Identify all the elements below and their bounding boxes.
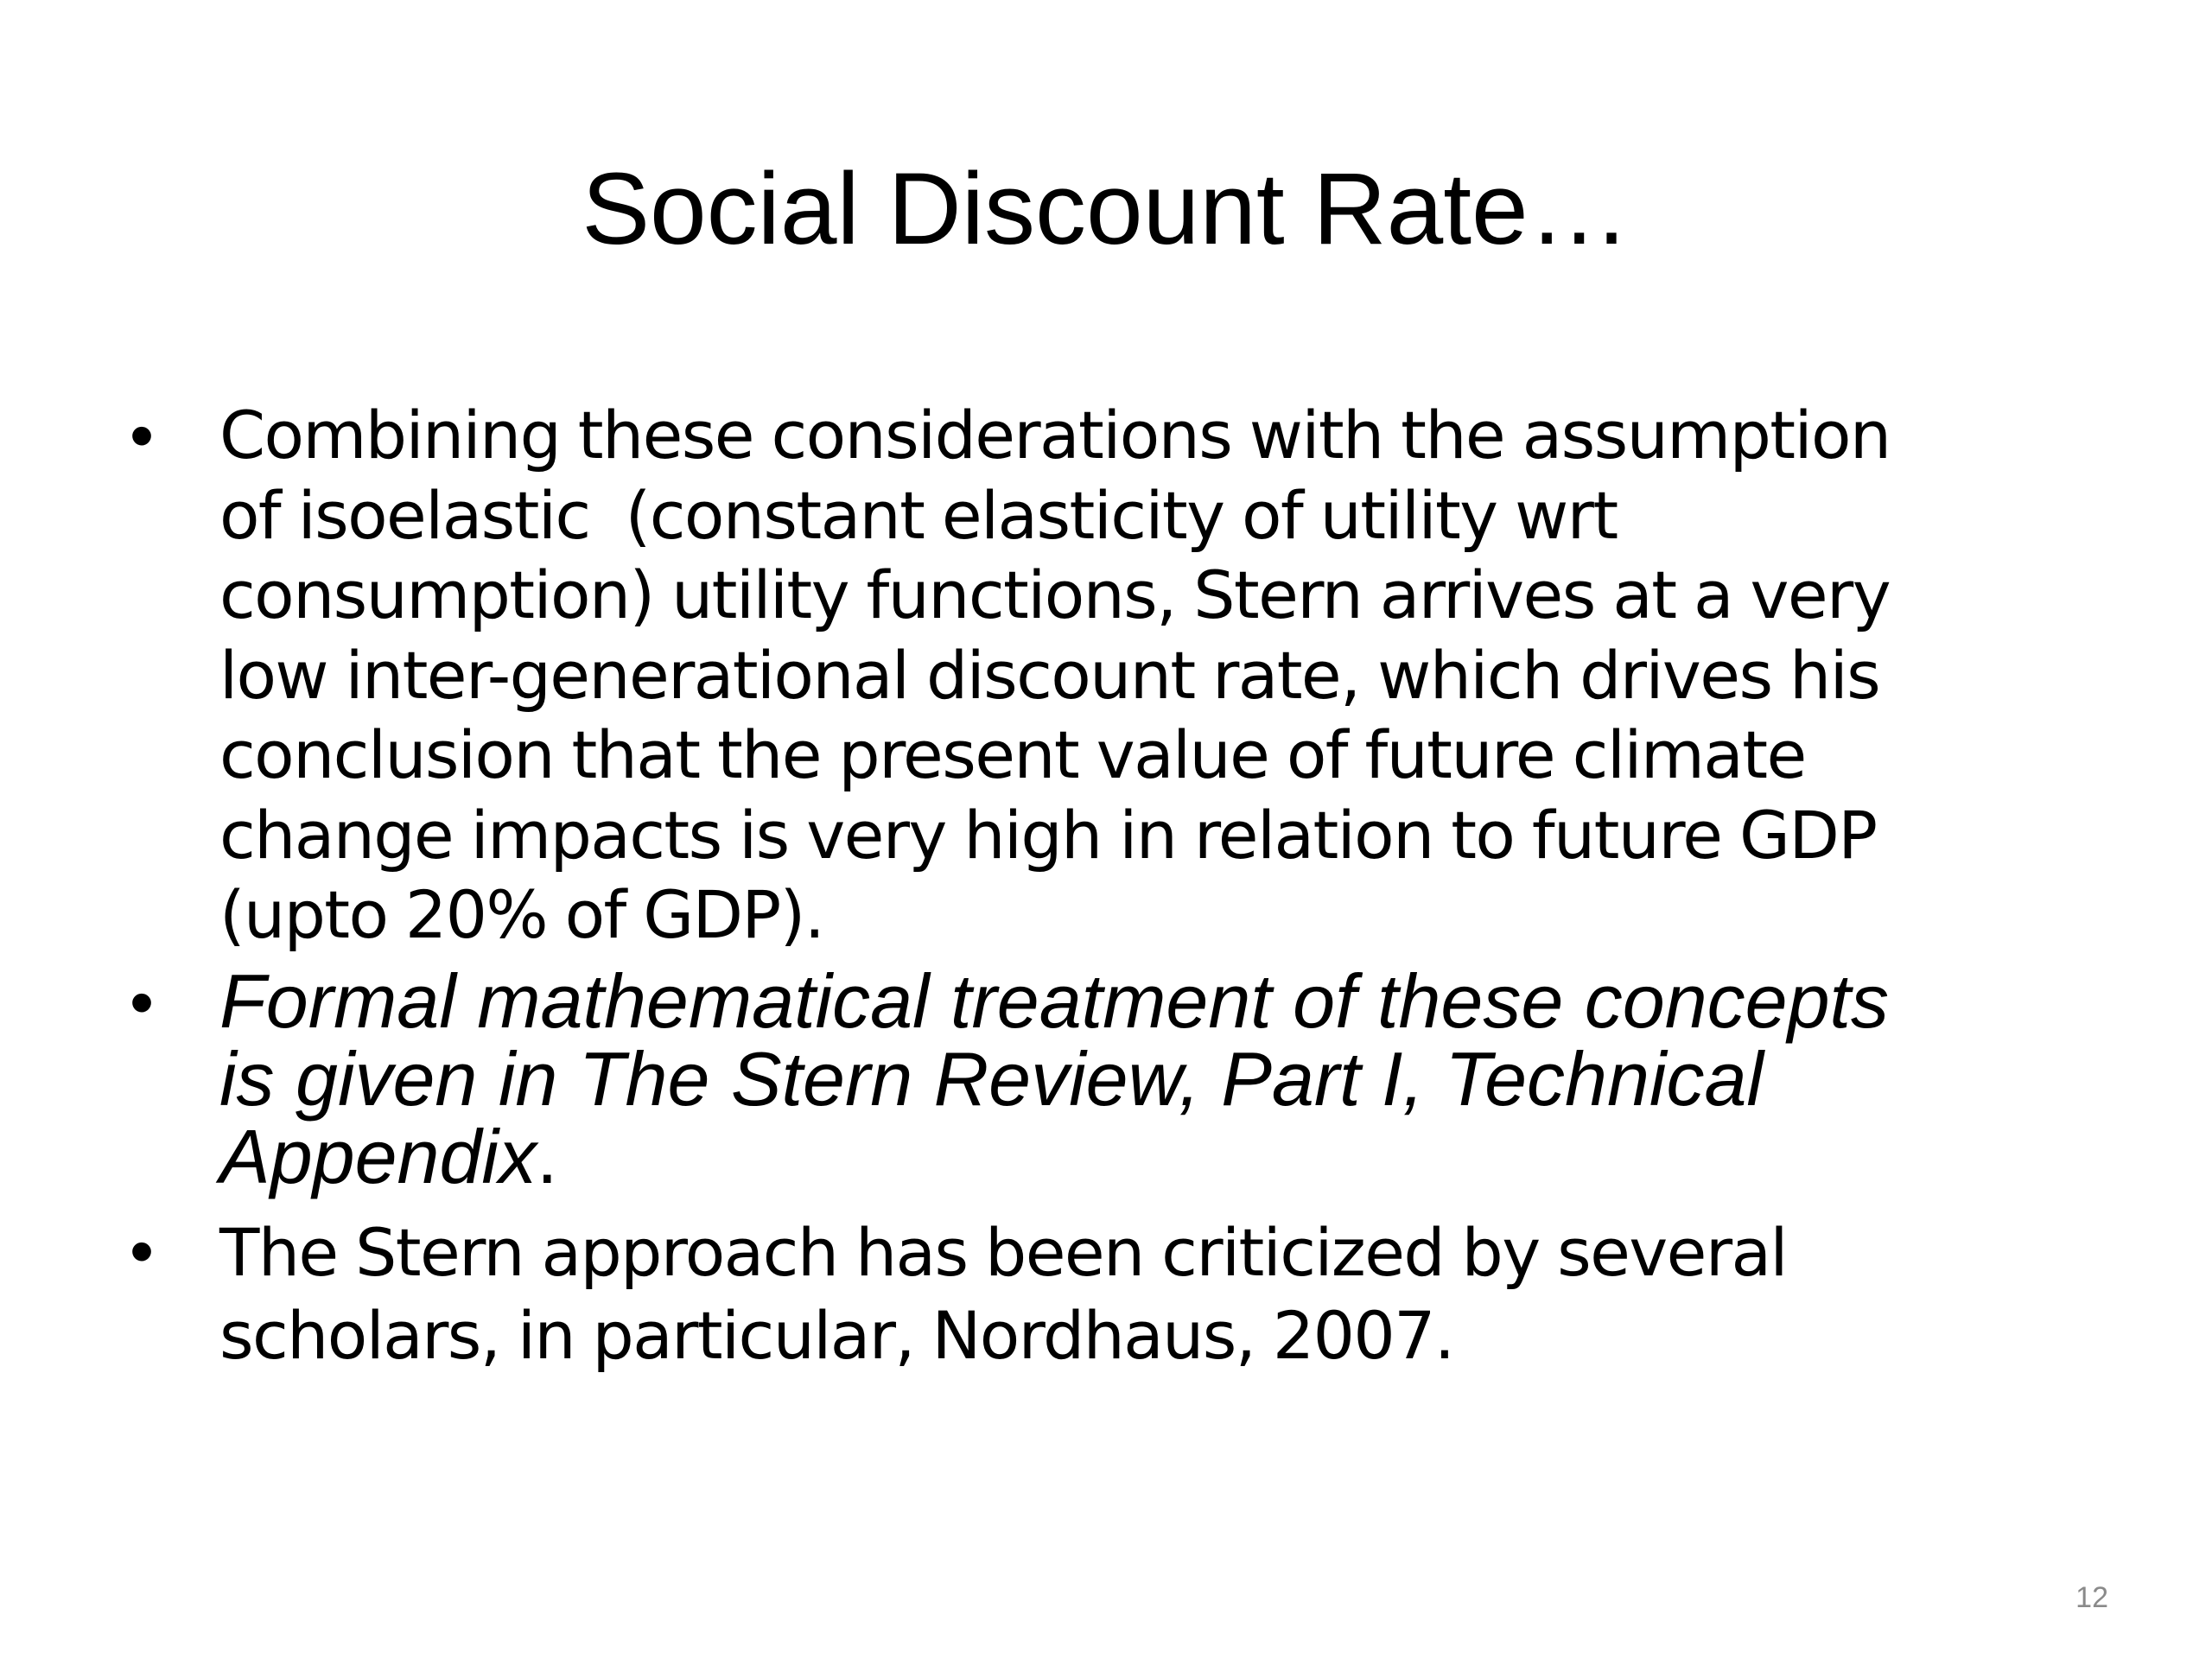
bullet-line: scholars, in particular, Nordhaus, 2007.: [219, 1296, 1454, 1374]
bullet-line: change impacts is very high in relation to future GDP: [219, 796, 1877, 874]
bullet-line: consumption) utility functions, Stern arrives at a very: [219, 556, 1891, 633]
bullet-line: The Stern approach has been criticized by several: [219, 1213, 1787, 1291]
bullet-line: is given in The Stern Review, Part I, Technical: [219, 1035, 1764, 1122]
bullet-dot-icon: •: [130, 397, 155, 474]
bullet-tail: .: [536, 1113, 558, 1199]
page-number: 12: [2075, 1581, 2108, 1614]
bullet-line: of isoelastic (constant elasticity of utility wrt: [219, 476, 1618, 554]
bullet-line: conclusion that the present value of future climate: [219, 716, 1806, 793]
bullet-dot-icon: •: [130, 963, 155, 1040]
bullet-text: [219, 396, 2117, 956]
bullet-line: Appendix: [219, 1113, 537, 1199]
slide-title: Social Discount Rate…: [582, 152, 1630, 266]
bullet-text: [219, 957, 2117, 1199]
bullet-list: [130, 396, 2117, 1377]
bullet-line: (upto 20% of GDP).: [219, 876, 824, 953]
bullet-item: [130, 1211, 2117, 1377]
bullet-dot-icon: •: [130, 1211, 155, 1289]
bullet-item: [130, 396, 2117, 956]
bullet-line: Combining these considerations with the assumption: [219, 397, 1891, 474]
bullet-line: Formal mathematical treatment of these concepts: [219, 957, 1889, 1044]
bullet-item: [130, 957, 2117, 1199]
bullet-text: [219, 1211, 2117, 1377]
bullet-line: low inter-generational discount rate, which drives his: [219, 636, 1880, 714]
